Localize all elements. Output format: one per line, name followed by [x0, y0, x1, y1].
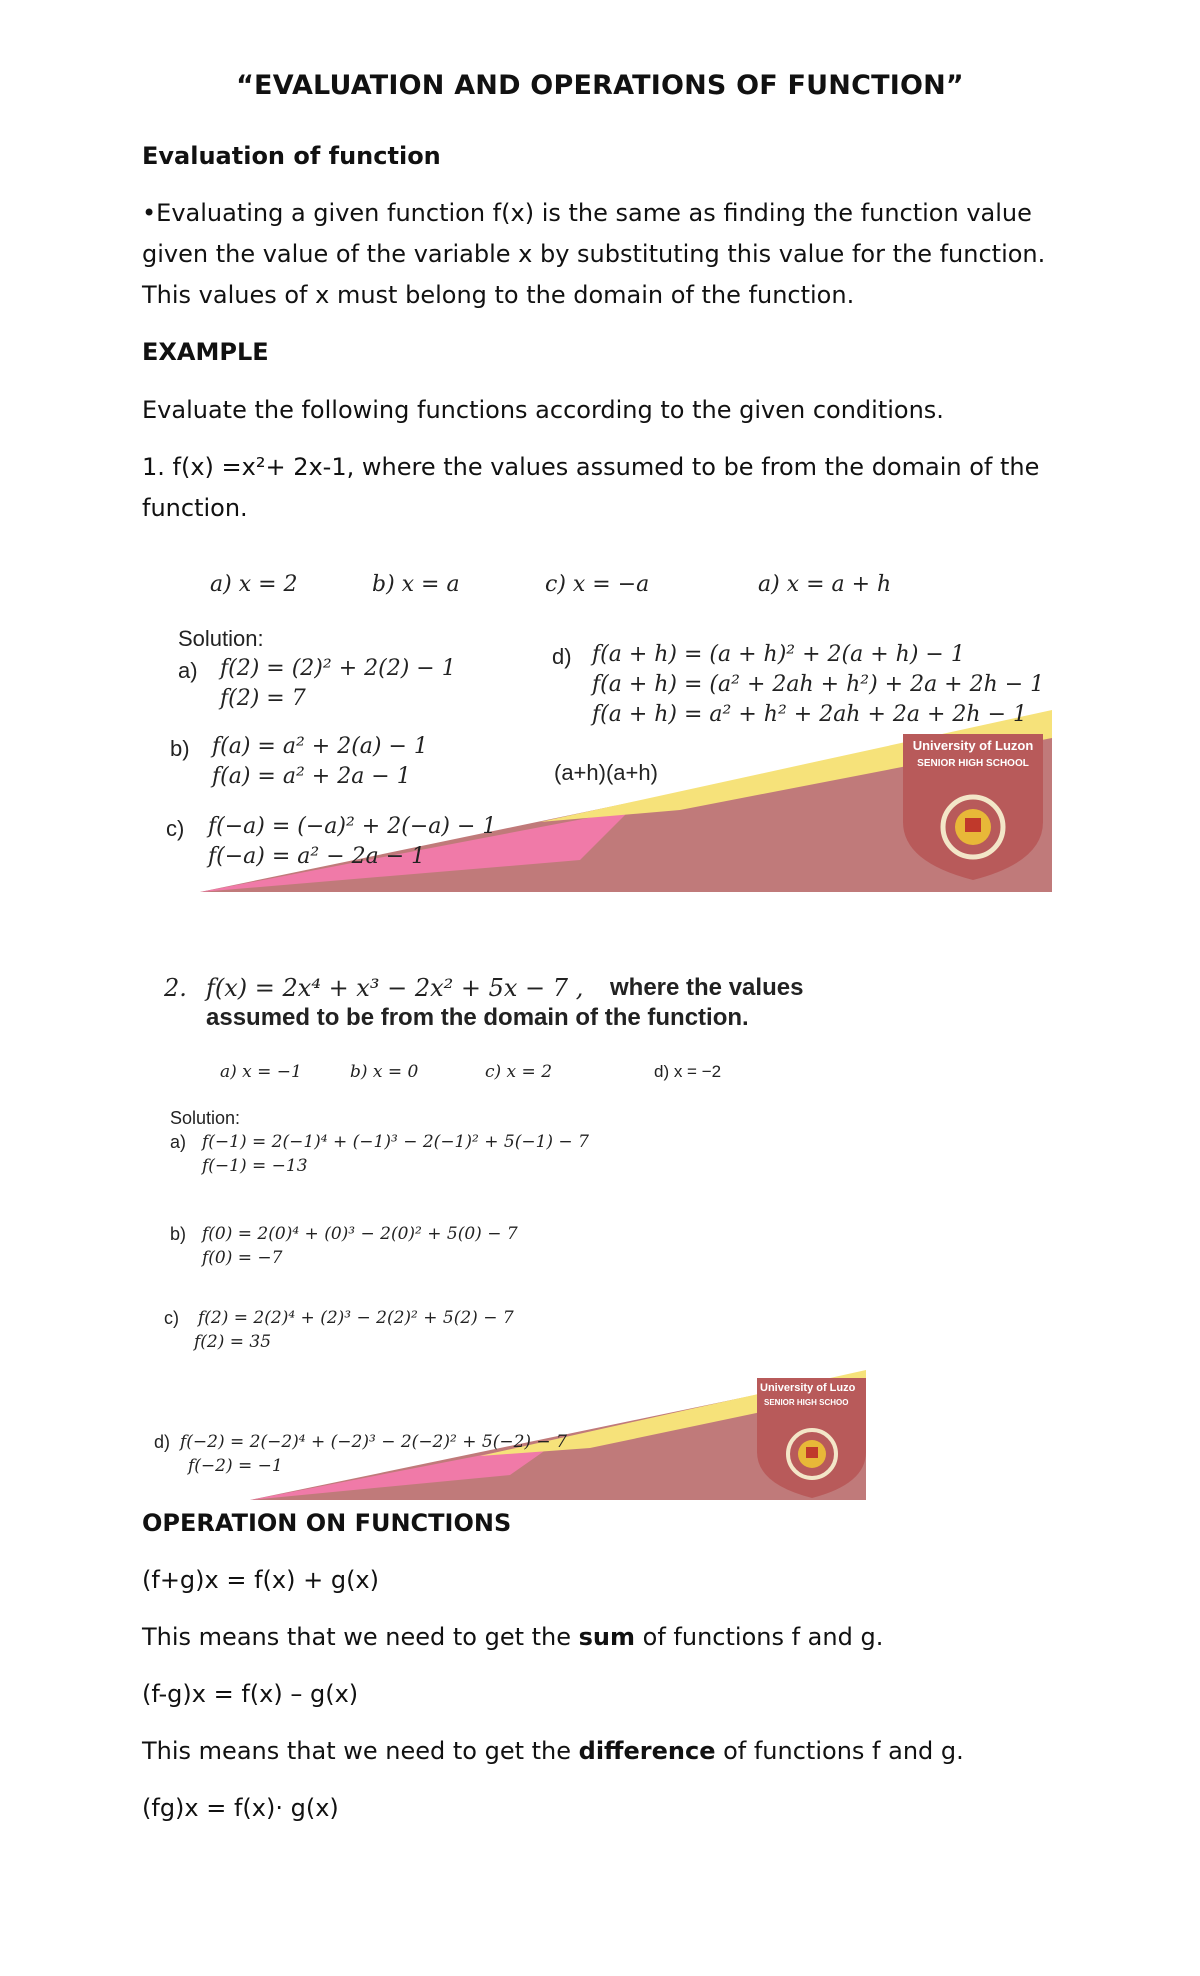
item1-line-2: function.	[142, 494, 248, 522]
sum-explanation-pre: This means that we need to get the	[142, 1623, 579, 1651]
solution-label: Solution:	[178, 626, 264, 651]
item2-part-c-label: c)	[164, 1308, 179, 1328]
product-formula: (fg)x = f(x)· g(x)	[142, 1794, 339, 1822]
item2-part-d-line-2: f(−2) = −1	[188, 1456, 283, 1476]
item2-part-a-label: a)	[170, 1132, 187, 1152]
item1-line-1: 1. f(x) =x²+ 2x-1, where the values assumed to be from the domain of the	[142, 453, 1040, 481]
item2-condition-b: b) x = 0	[350, 1062, 419, 1082]
item2-function: f(x) = 2x⁴ + x³ − 2x² + 5x − 7 ,	[206, 974, 584, 1002]
item2-part-d-label: d)	[154, 1432, 171, 1452]
sum-formula: (f+g)x = f(x) + g(x)	[142, 1566, 379, 1594]
example-heading: EXAMPLE	[142, 338, 269, 366]
item2-condition-a: a) x = −1	[220, 1062, 302, 1082]
shield-icon	[898, 732, 1048, 882]
part-b-line-2: f(a) = a² + 2a − 1	[212, 764, 411, 789]
item2-part-b-line-1: f(0) = 2(0)⁴ + (0)³ − 2(0)² + 5(0) − 7	[202, 1224, 518, 1244]
item2-assumed: assumed to be from the domain of the function.	[206, 1004, 749, 1031]
item2-part-d-line-1: f(−2) = 2(−2)⁴ + (−2)³ − 2(−2)² + 5(−2) − 7	[180, 1432, 567, 1452]
part-b-label: b)	[170, 736, 190, 761]
page-title: “EVALUATION AND OPERATIONS OF FUNCTION”	[236, 70, 964, 101]
part-a-label: a)	[178, 658, 198, 683]
part-c-label: c)	[166, 816, 185, 841]
part-a-line-1: f(2) = (2)² + 2(2) − 1	[220, 656, 456, 681]
logo-line-1: University of Luzon	[912, 738, 1034, 753]
sum-explanation	[142, 1617, 1062, 1658]
item2-condition-c: c) x = 2	[485, 1062, 553, 1082]
item2-part-a-line-2: f(−1) = −13	[202, 1156, 308, 1176]
logo2-line-2: SENIOR HIGH SCHOO	[764, 1398, 849, 1407]
example2-solution-image	[150, 970, 870, 1500]
item2-part-b-line-2: f(0) = −7	[202, 1248, 283, 1268]
section-heading-evaluation: Evaluation of function	[142, 142, 441, 170]
item2-part-c-line-2: f(2) = 35	[194, 1332, 272, 1352]
condition-b: b) x = a	[372, 572, 460, 597]
bullet-line-2: given the value of the variable x by substituting this value for the function.	[142, 240, 1046, 268]
logo-line-2: SENIOR HIGH SCHOOL	[917, 758, 1029, 769]
shield-icon-2	[754, 1376, 866, 1500]
university-logo	[898, 732, 1048, 882]
instruction-text: Evaluate the following functions according to the given conditions.	[142, 396, 944, 424]
difference-formula: (f-g)x = f(x) – g(x)	[142, 1680, 359, 1708]
item2-part-b-label: b)	[170, 1224, 187, 1244]
condition-a: a) x = 2	[210, 572, 298, 597]
difference-explanation-pre: This means that we need to get the	[142, 1737, 579, 1765]
part-a-line-2: f(2) = 7	[220, 686, 306, 711]
note-text: (a+h)(a+h)	[554, 760, 658, 785]
part-b-line-1: f(a) = a² + 2(a) − 1	[212, 734, 428, 759]
difference-explanation	[142, 1731, 1062, 1772]
part-d-line-2: f(a + h) = (a² + 2ah + h²) + 2a + 2h − 1	[592, 672, 1045, 697]
difference-word: difference	[578, 1737, 716, 1765]
difference-explanation-post: of functions f and g.	[715, 1737, 964, 1765]
bullet-line-1: •Evaluating a given function f(x) is the same as finding the function value	[142, 199, 1032, 227]
part-c-line-1: f(−a) = (−a)² + 2(−a) − 1	[208, 814, 497, 839]
item2-part-c-line-1: f(2) = 2(2)⁴ + (2)³ − 2(2)² + 5(2) − 7	[198, 1308, 514, 1328]
item2-part-a-line-1: f(−1) = 2(−1)⁴ + (−1)³ − 2(−1)² + 5(−1) − 7	[202, 1132, 589, 1152]
part-c-line-2: f(−a) = a² − 2a − 1	[208, 844, 426, 869]
item2-condition-d: d) x = −2	[654, 1062, 722, 1081]
logo2-line-1: University of Luzo	[760, 1382, 856, 1394]
condition-c: c) x = −a	[545, 572, 650, 597]
part-d-label: d)	[552, 644, 572, 669]
item2-where: where the values	[610, 974, 804, 1001]
part-d-line-1: f(a + h) = (a + h)² + 2(a + h) − 1	[592, 642, 965, 667]
operations-heading: OPERATION ON FUNCTIONS	[142, 1509, 512, 1537]
part-d-line-3: f(a + h) = a² + h² + 2ah + 2a + 2h − 1	[592, 702, 1028, 727]
item2-solution-label: Solution:	[170, 1108, 241, 1128]
condition-d: a) x = a + h	[758, 572, 892, 597]
university-logo-2	[754, 1376, 866, 1500]
example1-solution-image	[160, 560, 1060, 895]
bullet-line-3: This values of x must belong to the domain of the function.	[142, 281, 855, 309]
item2-number: 2.	[164, 974, 187, 1002]
sum-explanation-post: of functions f and g.	[635, 1623, 884, 1651]
sum-word: sum	[578, 1623, 636, 1651]
